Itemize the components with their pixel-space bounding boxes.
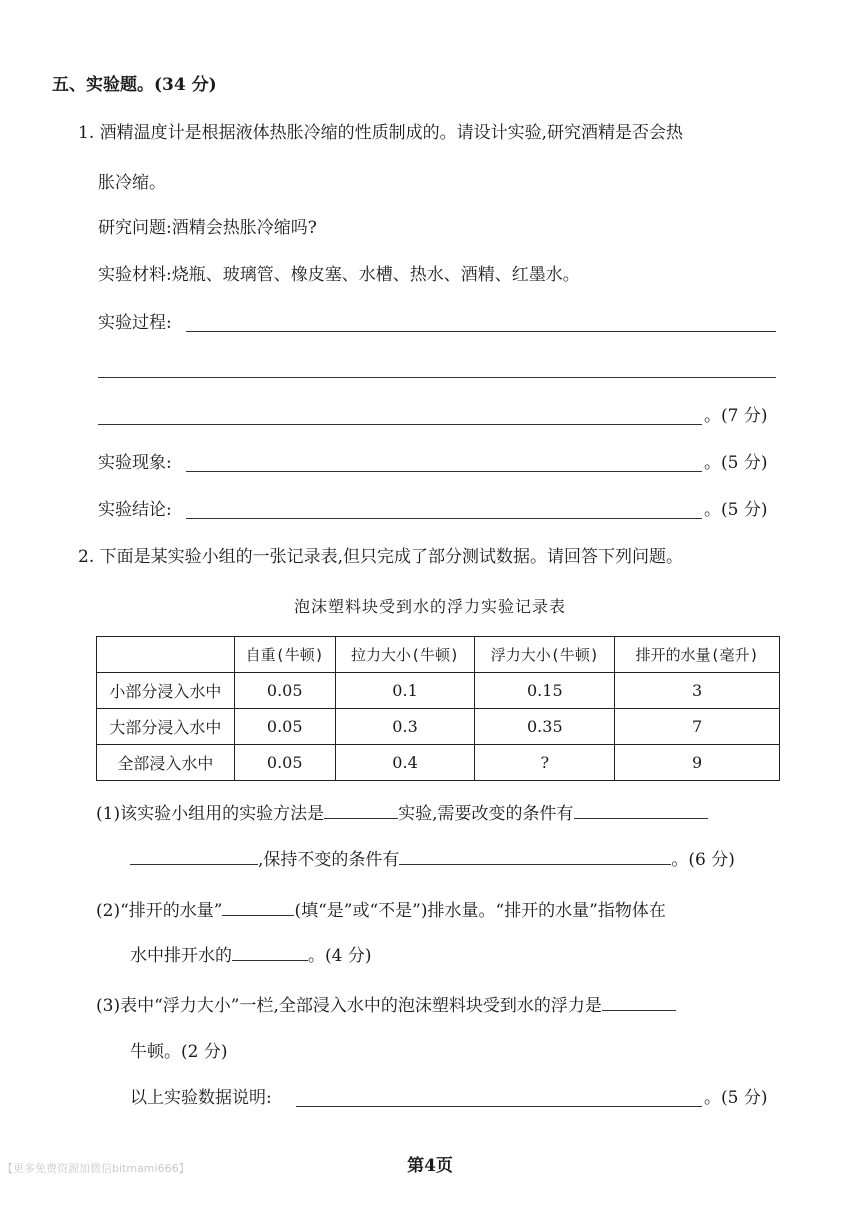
q1-conclusion-score: 。(5 分) [704,500,768,520]
q1-stem-line1: 1. 酒精温度计是根据液体热胀冷缩的性质制成的。请设计实验,研究酒精是否会热 [78,123,684,143]
row-label: 大部分浸入水中 [97,709,235,745]
q2-sub2-text-a: (2)“排开的水量” [96,901,223,921]
q1-stem-line2: 胀冷缩。 [98,173,166,193]
row-label: 全部浸入水中 [97,745,235,781]
q2-sub2-text-c: 水中排开水的 [130,946,232,966]
table-cell: 7 [615,709,780,745]
q1-phenomenon-blank[interactable] [186,471,702,472]
q2-sub1-score: 。(6 分) [671,850,735,870]
q2-sub2-blank-displaced[interactable] [232,944,308,961]
page-number: 第4页 [407,1156,453,1176]
table-header-cell: 自重(牛顿) [234,637,335,673]
table-cell: 0.4 [335,745,475,781]
q2-sub2-text-b: (填“是”或“不是”)排水量。“排开的水量”指物体在 [294,901,666,921]
table-cell: 0.3 [335,709,475,745]
q2-sub1-blank-constant[interactable] [399,848,671,865]
table-cell: 9 [615,745,780,781]
q1-conclusion-blank[interactable] [186,518,702,519]
q1-process-score: 。(7 分) [704,406,768,426]
q2-sub1-text-a: (1)该实验小组用的实验方法是 [96,804,325,824]
q2-sub1-line2 [130,848,735,872]
table-header-cell: 排开的水量(毫升) [615,637,780,673]
table-cell: 0.1 [335,673,475,709]
q2-stem: 2. 下面是某实验小组的一张记录表,但只完成了部分测试数据。请回答下列问题。 [78,547,684,567]
row-label: 小部分浸入水中 [97,673,235,709]
q1-process-label: 实验过程: [98,313,172,333]
q1-research-question: 研究问题:酒精会热胀冷缩吗? [98,218,317,238]
q1-conclusion-label: 实验结论: [98,500,172,520]
q2-sub1-blank-variable-cont[interactable] [130,848,258,865]
q1-phenomenon-score: 。(5 分) [704,453,768,473]
q2-summary-score: 。(5 分) [704,1088,768,1108]
table-cell: 3 [615,673,780,709]
table-title: 泡沫塑料块受到水的浮力实验记录表 [293,597,566,616]
table-row [97,709,780,745]
q2-sub2-line2 [130,944,371,968]
q2-sub1-line1 [96,802,708,826]
table-header-cell: 浮力大小(牛顿) [475,637,615,673]
q2-sub2-score: 。(4 分) [308,946,372,966]
q1-process-blank-3[interactable] [98,424,702,425]
q1-process-blank-2[interactable] [98,377,776,378]
table-row [97,745,780,781]
q2-sub2-line1 [96,899,666,923]
q1-process-blank-1[interactable] [186,331,776,332]
table-row [97,673,780,709]
watermark: 【更多免费资源加微信bitmami666】 [2,1162,190,1175]
q2-sub3-blank-buoyancy[interactable] [602,994,676,1011]
table-cell: 0.05 [234,709,335,745]
table-cell: 0.35 [475,709,615,745]
table-cell: 0.05 [234,745,335,781]
q2-sub1-blank-method[interactable] [324,802,398,819]
table-header-row [97,637,780,673]
q2-sub3-text-a: (3)表中“浮力大小”一栏,全部浸入水中的泡沫塑料块受到水的浮力是 [96,996,602,1016]
table-cell-unknown: ? [475,745,615,781]
q2-sub3-line2: 牛顿。(2 分) [130,1042,228,1062]
q2-sub1-text-c: ,保持不变的条件有 [258,850,400,870]
q2-sub3-line1 [96,994,676,1018]
q1-materials: 实验材料:烧瓶、玻璃管、橡皮塞、水槽、热水、酒精、红墨水。 [98,265,580,285]
q1-phenomenon-label: 实验现象: [98,453,172,473]
table-cell: 0.15 [475,673,615,709]
section-title: 五、实验题。(34 分) [52,75,217,95]
q2-sub2-blank-yesno[interactable] [222,899,294,916]
q2-sub1-blank-variable[interactable] [574,802,708,819]
table-header-cell [97,637,235,673]
q2-summary-label: 以上实验数据说明: [130,1088,272,1108]
q2-sub1-text-b: 实验,需要改变的条件有 [398,804,574,824]
table-header-cell: 拉力大小(牛顿) [335,637,475,673]
table-cell: 0.05 [234,673,335,709]
q2-summary-blank[interactable] [296,1106,702,1107]
record-table [96,636,780,781]
